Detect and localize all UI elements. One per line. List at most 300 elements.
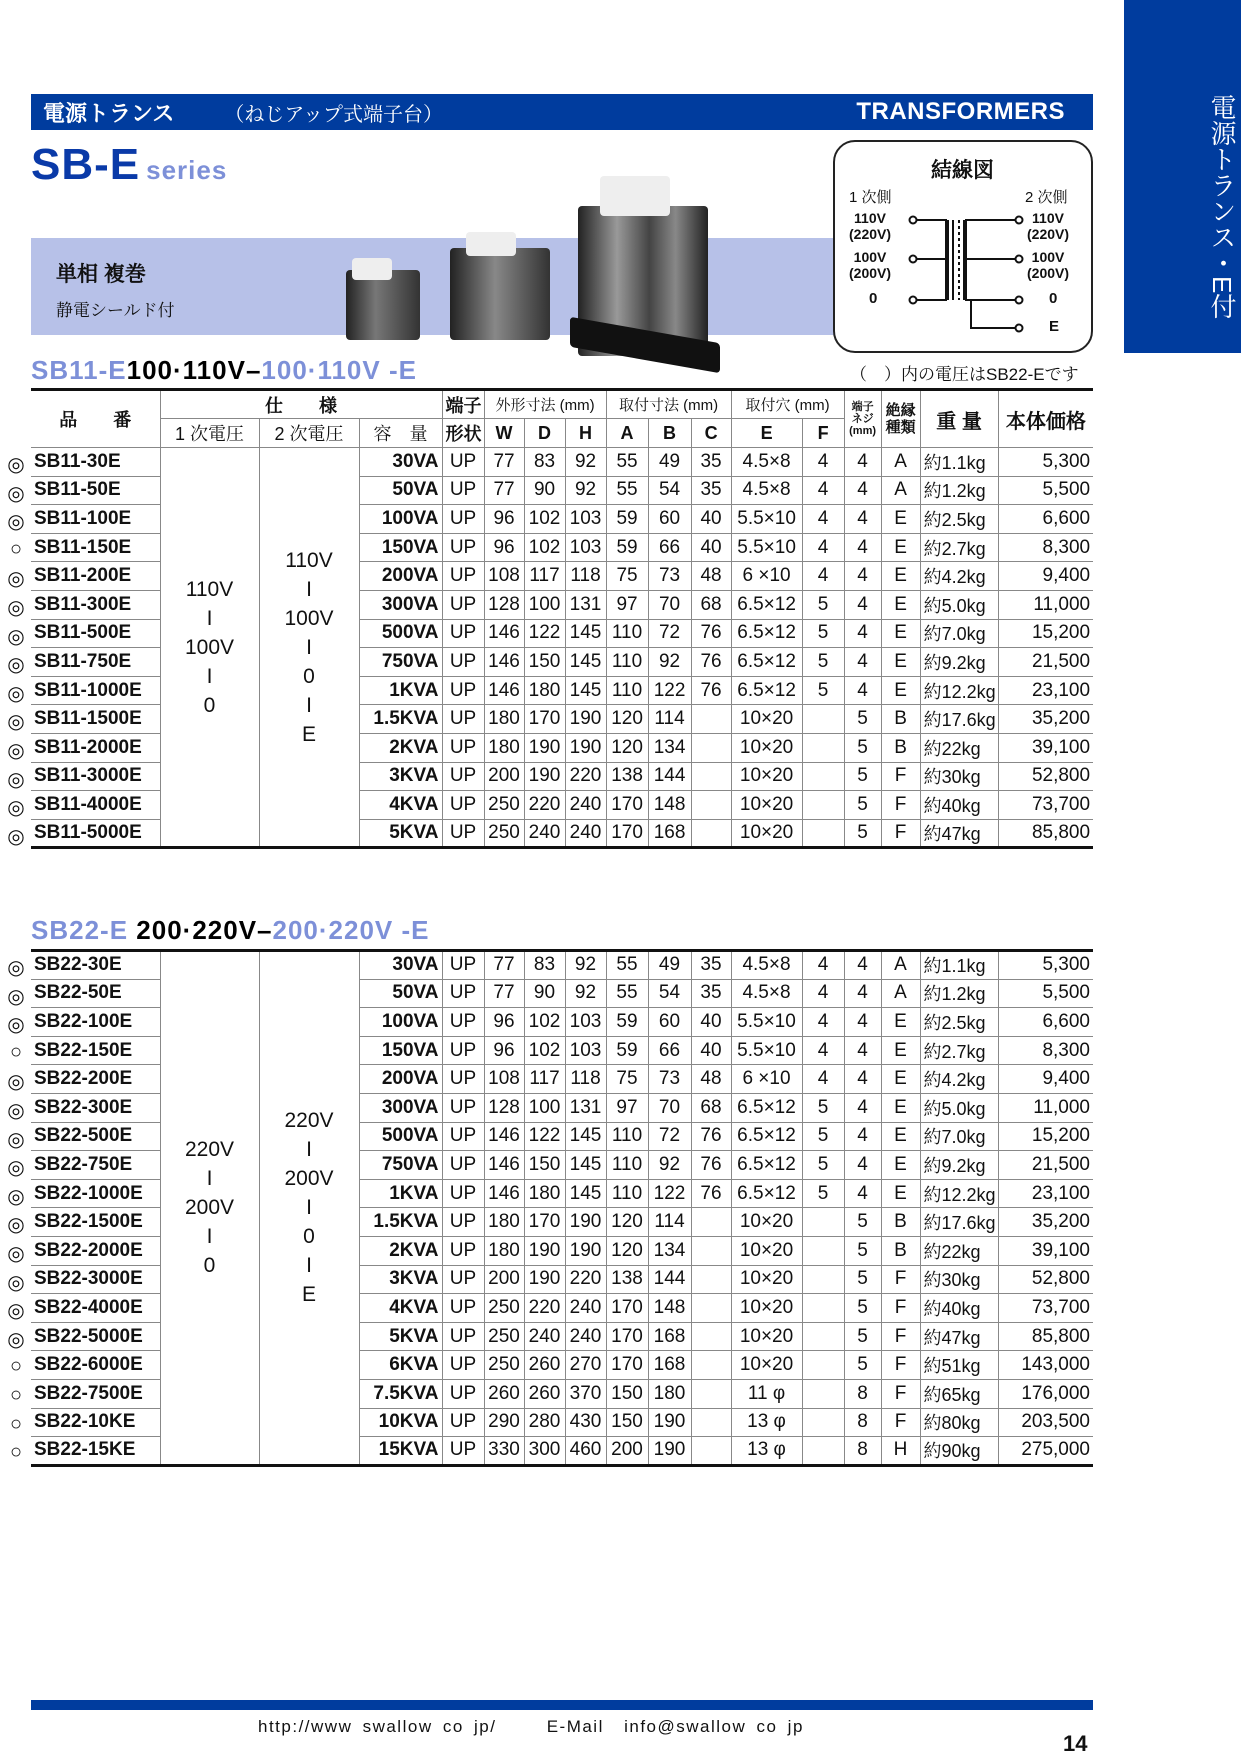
B: 148: [648, 1294, 691, 1323]
W: 180: [484, 733, 524, 762]
screw: 4: [844, 1151, 881, 1180]
model-text: SB22-750E: [34, 1153, 133, 1175]
D: 190: [524, 762, 565, 791]
model-number: [31, 648, 160, 677]
model-text: SB11-1000E: [34, 679, 142, 701]
capacity: 30VA: [359, 448, 442, 477]
capacity: 1KVA: [359, 1179, 442, 1208]
H: 92: [565, 951, 606, 980]
H: 430: [565, 1408, 606, 1437]
model-text: SB11-50E: [34, 479, 121, 501]
price: 11,000: [998, 590, 1093, 619]
price: 73,700: [998, 791, 1093, 820]
B: 168: [648, 819, 691, 848]
B: 114: [648, 1208, 691, 1237]
capacity: 50VA: [359, 979, 442, 1008]
model-number: [31, 1322, 160, 1351]
availability-mark: ◎: [7, 625, 25, 648]
hole-F: 4: [802, 1036, 844, 1065]
hole-F: 5: [802, 1122, 844, 1151]
B: 72: [648, 619, 691, 648]
B: 148: [648, 791, 691, 820]
hole-E: 11 φ: [731, 1379, 802, 1408]
hole-F: [802, 791, 844, 820]
C: [691, 791, 731, 820]
insulation: B: [881, 705, 920, 734]
screw: 5: [844, 1208, 881, 1237]
hole-F: [802, 1408, 844, 1437]
model-number: [31, 619, 160, 648]
p1b: (220V): [849, 226, 892, 242]
price: 5,300: [998, 448, 1093, 477]
hole-E: 5.5×10: [731, 1008, 802, 1037]
hole-F: 4: [802, 951, 844, 980]
section-heading-sb22: [31, 915, 430, 946]
terminal: UP: [442, 1179, 484, 1208]
C: 76: [691, 619, 731, 648]
insulation: H: [881, 1437, 920, 1466]
screw: 5: [844, 1265, 881, 1294]
D: 117: [524, 562, 565, 591]
weight: 約2.7kg: [920, 533, 998, 562]
W: 146: [484, 648, 524, 677]
capacity: 200VA: [359, 1065, 442, 1094]
availability-mark: ◎: [7, 1214, 25, 1237]
col-v2: 2 次電圧: [259, 419, 359, 448]
screw: 4: [844, 1179, 881, 1208]
H: 145: [565, 1151, 606, 1180]
terminal: UP: [442, 533, 484, 562]
model-text: SB22-2000E: [34, 1239, 143, 1261]
A: 110: [606, 648, 648, 677]
C: [691, 733, 731, 762]
H: 240: [565, 791, 606, 820]
hole-F: 4: [802, 979, 844, 1008]
H: 460: [565, 1437, 606, 1466]
price: 9,400: [998, 1065, 1093, 1094]
price: 35,200: [998, 1208, 1093, 1237]
screw: 5: [844, 1322, 881, 1351]
capacity: 4KVA: [359, 1294, 442, 1323]
terminal: UP: [442, 562, 484, 591]
hole-E: 10×20: [731, 791, 802, 820]
model-text: SB11-500E: [34, 622, 132, 644]
hole-F: [802, 1379, 844, 1408]
hole-F: [802, 762, 844, 791]
screw: 4: [844, 448, 881, 477]
D: 260: [524, 1379, 565, 1408]
model-text: SB22-1500E: [34, 1211, 143, 1233]
availability-mark: ◎: [7, 985, 25, 1008]
col-hole: 取付穴 (mm): [731, 390, 844, 419]
hole-F: [802, 1322, 844, 1351]
price: 21,500: [998, 1151, 1093, 1180]
B: 134: [648, 733, 691, 762]
hole-E: 6.5×12: [731, 1093, 802, 1122]
A: 59: [606, 1036, 648, 1065]
screw: 5: [844, 733, 881, 762]
price: 15,200: [998, 619, 1093, 648]
B: 190: [648, 1408, 691, 1437]
D: 300: [524, 1437, 565, 1466]
primary-label: 1 次側: [849, 189, 892, 206]
availability-mark: ◎: [7, 1185, 25, 1208]
A: 120: [606, 733, 648, 762]
C: [691, 1379, 731, 1408]
D: 102: [524, 533, 565, 562]
D: 100: [524, 1093, 565, 1122]
table-row: [31, 951, 1093, 980]
H: 240: [565, 1294, 606, 1323]
price: 5,500: [998, 476, 1093, 505]
primary-voltage: 220V I 200V I 0: [160, 951, 259, 1466]
model-text: SB11-4000E: [34, 793, 142, 815]
capacity: 1.5KVA: [359, 705, 442, 734]
H: 145: [565, 1179, 606, 1208]
W: 146: [484, 1122, 524, 1151]
hole-F: 4: [802, 1065, 844, 1094]
hole-F: 5: [802, 1093, 844, 1122]
model-number: [31, 590, 160, 619]
availability-mark: ◎: [7, 1157, 25, 1180]
model-number: [31, 505, 160, 534]
availability-mark: ◎: [7, 957, 25, 979]
price: 6,600: [998, 1008, 1093, 1037]
C: 48: [691, 1065, 731, 1094]
heading-dash: –: [257, 915, 273, 945]
W: 250: [484, 1351, 524, 1380]
terminal: UP: [442, 1008, 484, 1037]
hole-E: 10×20: [731, 1294, 802, 1323]
B: 114: [648, 705, 691, 734]
B: 70: [648, 590, 691, 619]
screw: 4: [844, 590, 881, 619]
D: 240: [524, 819, 565, 848]
capacity: 5KVA: [359, 819, 442, 848]
p1: 110V: [854, 210, 886, 226]
D: 102: [524, 505, 565, 534]
capacity: 750VA: [359, 1151, 442, 1180]
insulation: A: [881, 448, 920, 477]
insulation: B: [881, 1236, 920, 1265]
hole-E: 6.5×12: [731, 648, 802, 677]
terminal: UP: [442, 1208, 484, 1237]
model-text: SB11-750E: [34, 650, 132, 672]
availability-mark: ◎: [7, 454, 25, 476]
H: 190: [565, 1208, 606, 1237]
model-text: SB11-2000E: [34, 736, 142, 758]
W: 77: [484, 448, 524, 477]
A: 170: [606, 1322, 648, 1351]
hole-F: 4: [802, 1008, 844, 1037]
model-number: [31, 476, 160, 505]
capacity: 4KVA: [359, 791, 442, 820]
weight: 約90kg: [920, 1437, 998, 1466]
model-number: [31, 1379, 160, 1408]
hole-E: 4.5×8: [731, 448, 802, 477]
hole-E: 5.5×10: [731, 533, 802, 562]
D: 190: [524, 1236, 565, 1265]
A: 110: [606, 1179, 648, 1208]
capacity: 10KVA: [359, 1408, 442, 1437]
weight: 約4.2kg: [920, 1065, 998, 1094]
hole-E: 10×20: [731, 733, 802, 762]
weight: 約47kg: [920, 819, 998, 848]
model-number: [31, 791, 160, 820]
A: 150: [606, 1379, 648, 1408]
screw: 5: [844, 705, 881, 734]
insulation: E: [881, 1179, 920, 1208]
availability-mark: ◎: [7, 654, 25, 677]
price: 85,800: [998, 819, 1093, 848]
W: 146: [484, 619, 524, 648]
terminal: UP: [442, 1322, 484, 1351]
D: 102: [524, 1036, 565, 1065]
capacity: 1KVA: [359, 676, 442, 705]
insulation: B: [881, 733, 920, 762]
H: 145: [565, 676, 606, 705]
availability-mark: ○: [9, 1384, 23, 1406]
insulation: A: [881, 979, 920, 1008]
screw: 4: [844, 951, 881, 980]
price: 8,300: [998, 1036, 1093, 1065]
screw: 5: [844, 1236, 881, 1265]
footer-url[interactable]: http://www swallow co jp/: [258, 1717, 497, 1736]
W: 200: [484, 1265, 524, 1294]
W: 108: [484, 1065, 524, 1094]
voltage-note: （ ）内の電圧はSB22-Eです: [850, 365, 1079, 384]
heading-output: 100·110V -E: [261, 355, 417, 385]
price: 275,000: [998, 1437, 1093, 1466]
availability-mark: ◎: [7, 711, 25, 734]
price: 35,200: [998, 705, 1093, 734]
price: 9,400: [998, 562, 1093, 591]
H: 240: [565, 1322, 606, 1351]
screw: 8: [844, 1379, 881, 1408]
col-W: W: [484, 419, 524, 448]
screw: 4: [844, 1122, 881, 1151]
W: 77: [484, 979, 524, 1008]
B: 122: [648, 1179, 691, 1208]
C: [691, 1322, 731, 1351]
capacity: 6KVA: [359, 1351, 442, 1380]
W: 96: [484, 533, 524, 562]
B: 70: [648, 1093, 691, 1122]
model-text: SB22-200E: [34, 1068, 133, 1090]
D: 260: [524, 1351, 565, 1380]
model-text: SB22-300E: [34, 1096, 133, 1118]
model-text: SB11-100E: [34, 507, 132, 529]
W: 250: [484, 819, 524, 848]
hole-E: 10×20: [731, 1236, 802, 1265]
series-suffix: series: [146, 155, 228, 185]
col-spec: 仕 様: [160, 390, 442, 419]
product-feature: 静電シールド付: [56, 301, 175, 320]
screw: 4: [844, 476, 881, 505]
terminal: UP: [442, 1236, 484, 1265]
p2: 100V: [853, 249, 887, 265]
hole-E: 4.5×8: [731, 951, 802, 980]
H: 92: [565, 979, 606, 1008]
hole-F: 4: [802, 533, 844, 562]
model-number: [31, 448, 160, 477]
terminal: UP: [442, 979, 484, 1008]
terminal: UP: [442, 1151, 484, 1180]
screw: 4: [844, 1065, 881, 1094]
terminal: UP: [442, 1265, 484, 1294]
price: 6,600: [998, 505, 1093, 534]
model-number: [31, 1408, 160, 1437]
model-text: SB22-6000E: [34, 1354, 143, 1376]
diagram-title: 結線図: [931, 159, 994, 182]
D: 102: [524, 1008, 565, 1037]
weight: 約22kg: [920, 733, 998, 762]
price: 5,500: [998, 979, 1093, 1008]
terminal: UP: [442, 762, 484, 791]
model-text: SB11-5000E: [34, 822, 142, 844]
capacity: 100VA: [359, 1008, 442, 1037]
price: 52,800: [998, 762, 1093, 791]
hole-F: [802, 1294, 844, 1323]
availability-mark: ◎: [7, 1100, 25, 1122]
D: 90: [524, 979, 565, 1008]
D: 190: [524, 733, 565, 762]
insulation: E: [881, 1008, 920, 1037]
screw: 4: [844, 648, 881, 677]
terminal: UP: [442, 1379, 484, 1408]
availability-mark: ◎: [7, 568, 25, 591]
footer-email[interactable]: info@swallow co jp: [624, 1717, 804, 1736]
price: 15,200: [998, 1122, 1093, 1151]
insulation: B: [881, 1208, 920, 1237]
A: 110: [606, 1122, 648, 1151]
model-text: SB22-10KE: [34, 1411, 136, 1433]
C: [691, 1437, 731, 1466]
H: 118: [565, 1065, 606, 1094]
price: 23,100: [998, 676, 1093, 705]
terminal: UP: [442, 1036, 484, 1065]
model-number: [31, 1437, 160, 1466]
C: [691, 705, 731, 734]
capacity: 2KVA: [359, 1236, 442, 1265]
hole-E: 6.5×12: [731, 590, 802, 619]
model-text: SB11-3000E: [34, 765, 142, 787]
screw: 5: [844, 819, 881, 848]
terminal: UP: [442, 733, 484, 762]
insulation: F: [881, 1265, 920, 1294]
availability-mark: ◎: [7, 482, 25, 505]
col-terminal-1: 端子: [445, 395, 482, 416]
weight: 約5.0kg: [920, 1093, 998, 1122]
heading-model: SB22-E: [31, 915, 129, 945]
capacity: 30VA: [359, 951, 442, 980]
screw: 5: [844, 791, 881, 820]
D: 122: [524, 1122, 565, 1151]
H: 103: [565, 1036, 606, 1065]
C: 40: [691, 1036, 731, 1065]
model-number: [31, 951, 160, 980]
W: 96: [484, 1008, 524, 1037]
screw: 5: [844, 1294, 881, 1323]
capacity: 300VA: [359, 1093, 442, 1122]
weight: 約5.0kg: [920, 590, 998, 619]
screw: 4: [844, 979, 881, 1008]
price: 11,000: [998, 1093, 1093, 1122]
availability-mark: ◎: [7, 1128, 25, 1151]
screw: 4: [844, 505, 881, 534]
C: 35: [691, 979, 731, 1008]
capacity: 3KVA: [359, 1265, 442, 1294]
capacity: 15KVA: [359, 1437, 442, 1466]
model-text: SB22-50E: [34, 982, 122, 1004]
B: 49: [648, 951, 691, 980]
model-text: SB22-5000E: [34, 1325, 143, 1347]
col-model: 品 番: [31, 390, 160, 448]
series-name: SB-E: [31, 140, 141, 189]
availability-mark: ◎: [7, 1300, 25, 1323]
W: 180: [484, 1236, 524, 1265]
side-tab[interactable]: 電源トランス・E付: [1124, 0, 1241, 353]
hole-E: 10×20: [731, 705, 802, 734]
price: 21,500: [998, 648, 1093, 677]
W: 200: [484, 762, 524, 791]
terminal: UP: [442, 1437, 484, 1466]
section-heading-sb11: [31, 355, 417, 386]
price: 8,300: [998, 533, 1093, 562]
hole-F: 4: [802, 476, 844, 505]
insulation: E: [881, 1036, 920, 1065]
availability-mark: ◎: [7, 682, 25, 705]
col-F: F: [802, 419, 844, 448]
W: 128: [484, 590, 524, 619]
hole-F: 4: [802, 448, 844, 477]
capacity: 1.5KVA: [359, 1208, 442, 1237]
availability-mark: ◎: [7, 825, 25, 848]
B: 190: [648, 1437, 691, 1466]
col-screw: 端子ネジ(mm): [844, 390, 881, 448]
model-number: [31, 676, 160, 705]
insulation: F: [881, 819, 920, 848]
col-B: B: [648, 419, 691, 448]
weight: 約47kg: [920, 1322, 998, 1351]
availability-mark: ◎: [7, 740, 25, 762]
W: 250: [484, 1322, 524, 1351]
D: 100: [524, 590, 565, 619]
D: 180: [524, 676, 565, 705]
model-number: [31, 1008, 160, 1037]
weight: 約51kg: [920, 1351, 998, 1380]
B: 168: [648, 1322, 691, 1351]
W: 77: [484, 951, 524, 980]
terminal: UP: [442, 1093, 484, 1122]
insulation: E: [881, 1151, 920, 1180]
heading-input: 200·220V: [136, 915, 258, 945]
availability-mark: ○: [9, 1441, 23, 1464]
screw: 4: [844, 1036, 881, 1065]
heading-model: SB11-E: [31, 355, 127, 385]
model-number: [31, 1265, 160, 1294]
insulation: A: [881, 476, 920, 505]
B: 92: [648, 1151, 691, 1180]
header-title: 電源トランス: [43, 100, 175, 126]
wiring-diagram: [833, 140, 1093, 353]
hole-F: [802, 733, 844, 762]
A: 170: [606, 819, 648, 848]
H: 131: [565, 590, 606, 619]
terminal: UP: [442, 705, 484, 734]
C: 48: [691, 562, 731, 591]
D: 170: [524, 1208, 565, 1237]
